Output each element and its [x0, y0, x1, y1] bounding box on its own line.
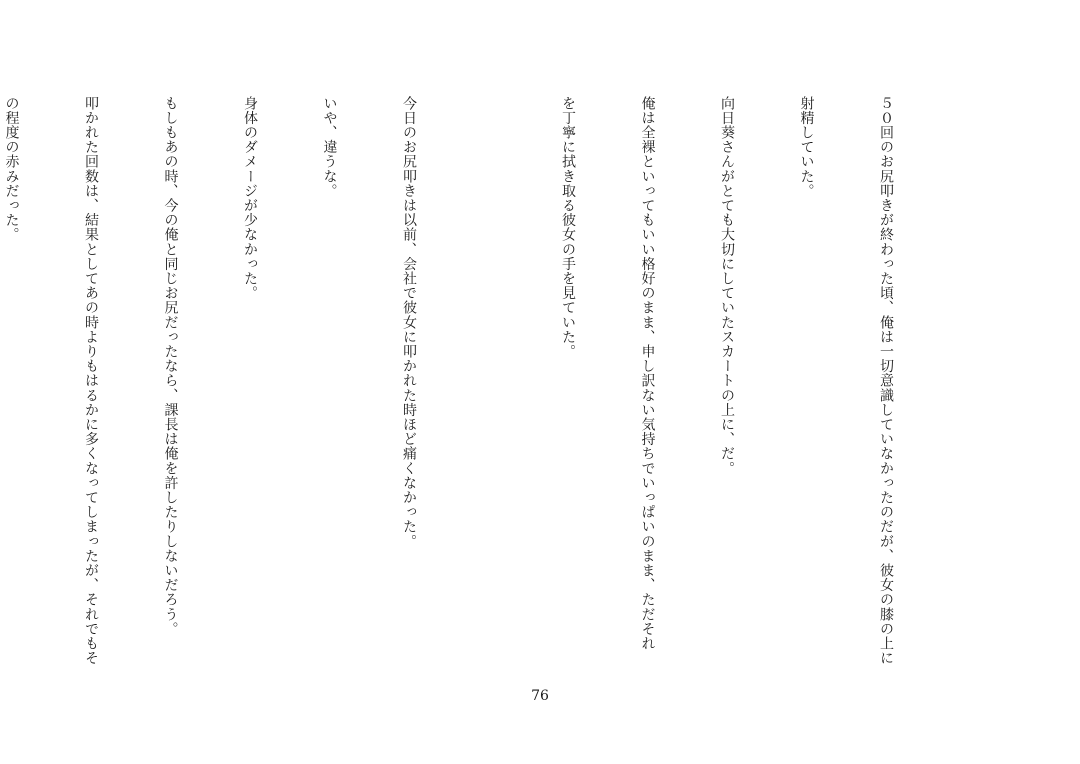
blank-line — [475, 96, 502, 696]
text-line: 向日葵さんがとても大切にしていたスカートの上に、だ。 — [719, 96, 735, 476]
text-line: もしもあの時、今の俺と同じお尻だったなら、課長は俺を許したりしないだろう。 — [162, 96, 179, 637]
text-line: の程度の赤みだった。 — [3, 96, 20, 242]
text-line: 身体のダメージが少なかった。 — [242, 96, 258, 301]
vertical-text-body — [0, 96, 952, 696]
text-line: 射精していた。 — [798, 96, 815, 199]
text-line: 今日のお尻叩きは以前、会社で彼女に叩かれた時ほど痛くなかった。 — [401, 96, 417, 549]
text-line: いや、違うな。 — [321, 96, 338, 199]
text-line: 俺は全裸といってもいい格好のまま、申し訳ない気持ちでいっぱいのまま、ただそれ — [639, 96, 656, 651]
text-line: 叩かれた回数は、結果としてあの時よりもはるかに多くなってしまったが、それでもそ — [83, 96, 99, 666]
text-line: を丁寧に拭き取る彼女の手を見ていた。 — [560, 96, 576, 359]
page-number: 76 — [531, 688, 549, 704]
text-line: ５０回のお尻叩きが終わった頃、俺は一切意識していなかったのだが、彼女の膝の上に — [878, 96, 894, 666]
